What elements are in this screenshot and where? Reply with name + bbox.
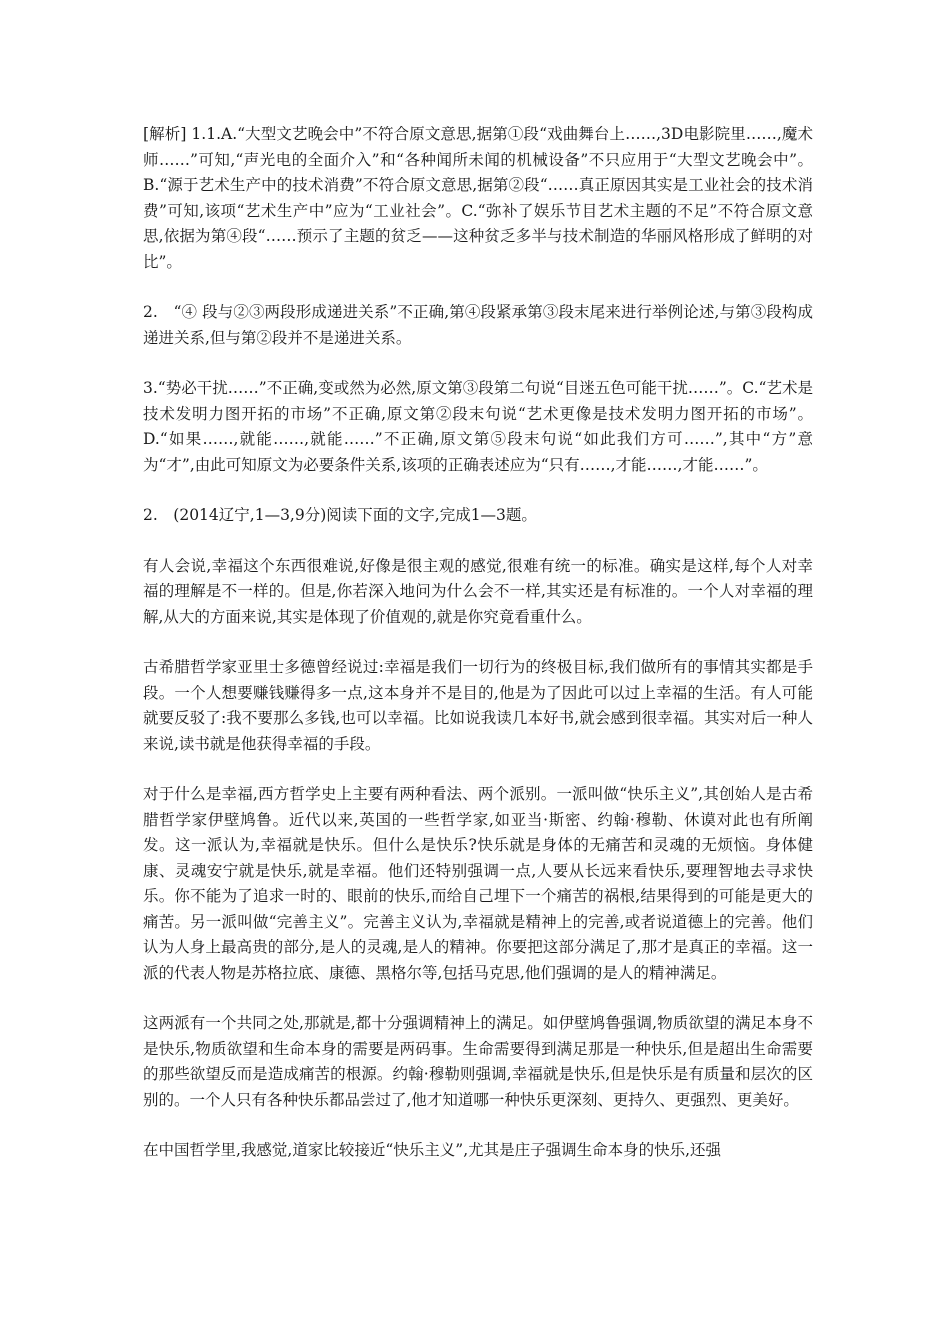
analysis-paragraph-3: 3.“势必干扰……”不正确,变或然为必然,原文第③段第二句说“目迷五色可能干扰……”。C.“艺术是技术发明力图开拓的市场”不正确,原文第②段末句说“艺术更像是技术发明力图开拓的市场”。D.“如果……,就能……,就能……”不正确,原文第⑤段末句说“如此我们方可……”,其中“方”意为“才”,由此可知原文为必要条件关系,该项的正确表述应为“只有……,才能……,才能……”。 (143, 379, 813, 474)
analysis-paragraph-1: [解析] 1.1.A.“大型文艺晚会中”不符合原文意思,据第①段“戏曲舞台上……,3D电影院里……,魔术师……”可知,“声光电的全面介入”和“各种闻所未闻的机械设备”不只应用于“大型文艺晚会中”。B.“源于艺术生产中的技术消费”不符合原文意思,据第②段“……真正原因其实是工业社会的技术消费”可知,该项“艺术生产中”应为“工业社会”。C.“弥补了娱乐节目艺术主题的不足”不符合原文意思,依据为第④段“……预示了主题的贫乏——这种贫乏多半与技术制造的华丽风格形成了鲜明的对比”。 (143, 125, 813, 271)
passage-paragraph-3: 对于什么是幸福,西方哲学史上主要有两种看法、两个派别。一派叫做“快乐主义”,其创始人是古希腊哲学家伊壁鸠鲁。近代以来,英国的一些哲学家,如亚当·斯密、约翰·穆勒、休谟对此也有所阐发。这一派认为,幸福就是快乐。但什么是快乐?快乐就是身体的无痛苦和灵魂的无烦恼。身体健康、灵魂安宁就是快乐,就是幸福。他们还特别强调一点,人要从长远来看快乐,要理智地去寻求快乐。你不能为了追求一时的、眼前的快乐,而给自己埋下一个痛苦的祸根,结果得到的可能是更大的痛苦。另一派叫做“完善主义”。完善主义认为,幸福就是精神上的完善,或者说道德上的完善。他们认为人身上最高贵的部分,是人的灵魂,是人的精神。你要把这部分满足了,那才是真正的幸福。这一派的代表人物是苏格拉底、康德、黑格尔等,包括马克思,他们强调的是人的精神满足。 (143, 785, 813, 982)
passage-paragraph-4: 这两派有一个共同之处,那就是,都十分强调精神上的满足。如伊壁鸠鲁强调,物质欲望的满足本身不是快乐,物质欲望和生命本身的需要是两码事。生命需要得到满足那是一种快乐,但是超出生命需要的那些欲望反而是造成痛苦的根源。约翰·穆勒则强调,幸福就是快乐,但是快乐是有质量和层次的区别的。一个人只有各种快乐都品尝过了,他才知道哪一种快乐更深刻、更持久、更强烈、更美好。 (143, 1014, 813, 1109)
passage-paragraph-2: 古希腊哲学家亚里士多德曾经说过:幸福是我们一切行为的终极目标,我们做所有的事情其实都是手段。一个人想要赚钱赚得多一点,这本身并不是目的,他是为了因此可以过上幸福的生活。有人可能就要反驳了:我不要那么多钱,也可以幸福。比如说我读几本好书,就会感到很幸福。其实对后一种人来说,读书就是他获得幸福的手段。 (143, 658, 813, 753)
passage-paragraph-5: 在中国哲学里,我感觉,道家比较接近“快乐主义”,尤其是庄子强调生命本身的快乐,还强 (143, 1141, 722, 1159)
analysis-paragraph-2: 2. “④ 段与②③两段形成递进关系”不正确,第④段紧承第③段末尾来进行举例论述,与第③段构成递进关系,但与第②段并不是递进关系。 (143, 303, 813, 347)
question-heading: 2. (2014辽宁,1—3,9分)阅读下面的文字,完成1—3题。 (143, 506, 537, 524)
passage-paragraph-1: 有人会说,幸福这个东西很难说,好像是很主观的感觉,很难有统一的标准。确实是这样,每个人对幸福的理解是不一样的。但是,你若深入地问为什么会不一样,其实还是有标准的。一个人对幸福的理解,从大的方面来说,其实是体现了价值观的,就是你究竟看重什么。 (143, 556, 813, 626)
document-page (143, 122, 813, 1189)
